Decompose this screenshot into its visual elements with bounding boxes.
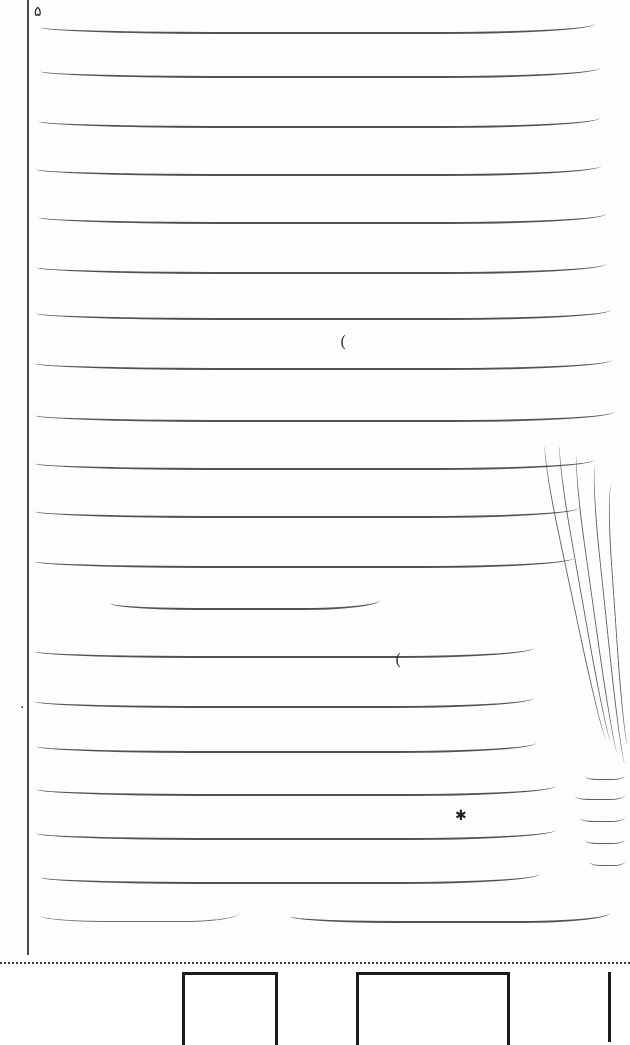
text-line — [40, 60, 600, 78]
text-line — [36, 778, 556, 796]
text-line — [36, 822, 556, 840]
text-line — [34, 640, 534, 658]
corner-mark: ۵ — [34, 4, 42, 20]
text-line — [34, 500, 579, 518]
left-margin-rule — [27, 0, 29, 955]
text-line — [40, 16, 595, 34]
footer-rule — [608, 972, 611, 1042]
page-footer-strip — [0, 962, 630, 1042]
right-marginal-note — [545, 440, 625, 770]
text-line — [36, 256, 606, 274]
text-line — [38, 110, 600, 128]
margin-mark: · — [20, 700, 25, 716]
text-line — [34, 452, 594, 470]
text-line — [40, 866, 540, 884]
marginal-stroke — [590, 856, 625, 866]
marginal-stroke — [585, 770, 625, 780]
text-line — [34, 690, 534, 708]
text-line — [34, 404, 614, 422]
footer-box — [356, 972, 510, 1045]
footer-box — [182, 972, 278, 1045]
marginal-stroke — [580, 812, 625, 822]
text-line — [36, 302, 611, 320]
text-line — [36, 158, 601, 176]
bracket-mark: ( — [340, 332, 347, 351]
marginal-stroke — [585, 834, 625, 844]
text-line — [40, 905, 240, 922]
text-line — [110, 592, 380, 610]
bracket-mark: ( — [395, 650, 402, 669]
marginal-stroke — [575, 790, 625, 800]
asterisk-mark: ✱ — [455, 808, 467, 824]
text-line — [34, 352, 612, 370]
text-line — [36, 735, 536, 753]
signature-line — [290, 905, 610, 923]
text-line — [38, 206, 606, 224]
text-line — [34, 550, 574, 568]
